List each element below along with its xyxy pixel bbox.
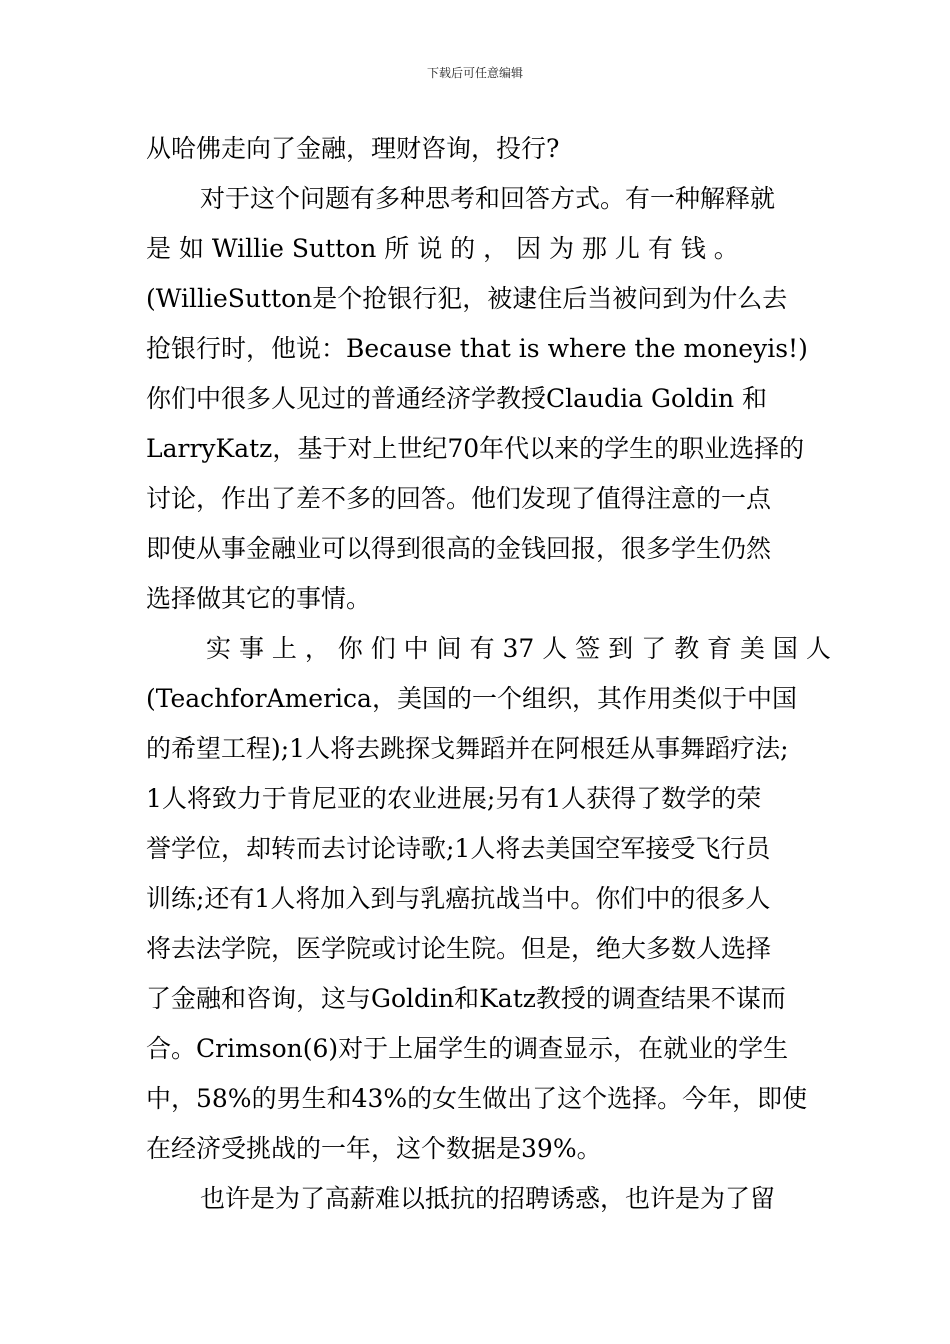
text-line: (WillieSutton是个抢银行犯，被逮住后当被问到为什么去 [146, 284, 788, 313]
text-line: 实 事 上 ， 你 们 中 间 有 37 人 签 到 了 教 育 美 国 人 [206, 634, 831, 663]
text-line: 中，58%的男生和43%的女生做出了这个选择。今年，即使 [146, 1084, 808, 1113]
text-line: 讨论，作出了差不多的回答。他们发现了值得注意的一点 [146, 484, 772, 513]
text-line: 合。Crimson(6)对于上届学生的调查显示，在就业的学生 [146, 1034, 789, 1063]
text-line: 也许是为了高薪难以抵抗的招聘诱惑，也许是为了留 [200, 1184, 776, 1213]
page-header: 下载后可任意编辑 [426, 66, 523, 80]
text-line: (TeachforAmerica，美国的一个组织，其作用类似于中国 [146, 684, 797, 713]
text-line: 是 如 Willie Sutton 所 说 的 ， 因 为 那 儿 有 钱 。 [146, 234, 739, 263]
text-line: LarryKatz，基于对上世纪70年代以来的学生的职业选择的 [146, 434, 805, 463]
document-body [146, 124, 831, 1224]
text-line: 抢银行时，他说：Because that is where the moneyis!) [146, 334, 808, 363]
text-line: 了金融和咨询，这与Goldin和Katz教授的调查结果不谋而 [146, 984, 786, 1013]
text-line: 在经济受挑战的一年，这个数据是39%。 [146, 1134, 602, 1163]
text-line: 从哈佛走向了金融，理财咨询，投行? [146, 134, 560, 163]
text-line: 训练;还有1人将加入到与乳癌抗战当中。你们中的很多人 [146, 884, 771, 913]
text-line: 对于这个问题有多种思考和回答方式。有一种解释就 [200, 184, 776, 213]
text-line: 即使从事金融业可以得到很高的金钱回报，很多学生仍然 [146, 534, 772, 563]
text-line: 1人将致力于肯尼亚的农业进展;另有1人获得了数学的荣 [146, 784, 762, 813]
text-line: 你们中很多人见过的普通经济学教授Claudia Goldin 和 [146, 384, 768, 413]
text-line: 的希望工程);1人将去跳探戈舞蹈并在阿根廷从事舞蹈疗法; [146, 734, 789, 763]
text-line: 誉学位，却转而去讨论诗歌;1人将去美国空军接受飞行员 [146, 834, 771, 863]
text-line: 将去法学院，医学院或讨论生院。但是，绝大多数人选择 [146, 934, 772, 963]
text-line: 选择做其它的事情。 [146, 584, 372, 613]
